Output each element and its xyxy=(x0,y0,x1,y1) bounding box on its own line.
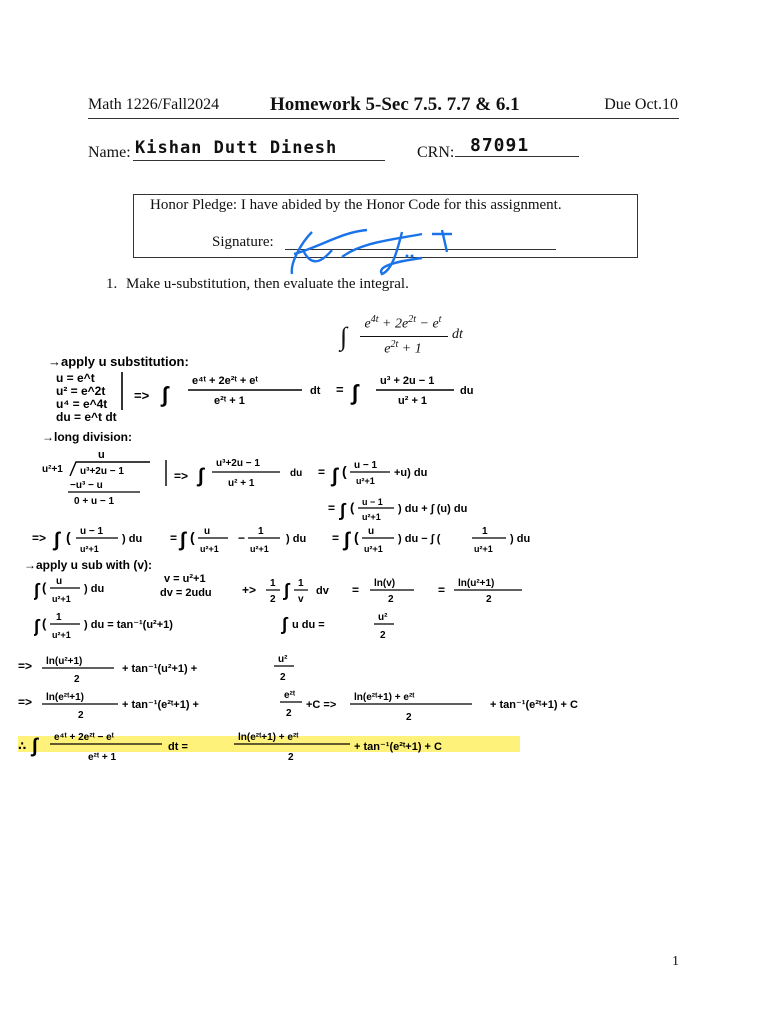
svg-text:(: ( xyxy=(342,463,347,479)
svg-text:u: u xyxy=(368,526,375,537)
svg-text:(: ( xyxy=(42,580,47,595)
svg-text:) du: ) du xyxy=(510,533,531,545)
name-label: Name: xyxy=(88,144,131,161)
question-text: Make u-substitution, then evaluate the integral. xyxy=(126,276,409,292)
combined-result-u xyxy=(18,648,338,688)
svg-text:dt: dt xyxy=(310,385,321,397)
v-substitution-work xyxy=(34,572,554,612)
svg-text:u − 1: u − 1 xyxy=(362,497,383,507)
svg-text:=: = xyxy=(352,583,360,597)
fraction-bar xyxy=(360,336,448,337)
name-value: Kishan Dutt Dinesh xyxy=(135,138,338,158)
svg-text:(: ( xyxy=(354,529,359,545)
svg-text:u³+2u − 1: u³+2u − 1 xyxy=(80,466,124,477)
svg-text:=>: => xyxy=(174,469,189,483)
svg-text:e⁴ᵗ + 2e²ᵗ − eᵗ: e⁴ᵗ + 2e²ᵗ − eᵗ xyxy=(54,732,114,743)
svg-text:2: 2 xyxy=(380,630,386,641)
svg-text:ln(u²+1): ln(u²+1) xyxy=(458,578,495,589)
course-label: Math 1226/Fall2024 xyxy=(88,96,220,113)
arctan-and-u-integral xyxy=(34,608,434,644)
crn-label: CRN: xyxy=(417,144,455,161)
svg-text:∫: ∫ xyxy=(180,529,186,551)
integral-sign: ∫ xyxy=(340,322,348,351)
svg-text:) du: ) du xyxy=(122,533,143,545)
svg-text:∫: ∫ xyxy=(282,614,287,634)
svg-text:−: − xyxy=(238,531,246,545)
svg-text:ln(u²+1): ln(u²+1) xyxy=(46,656,83,667)
svg-text:ln(v): ln(v) xyxy=(374,578,396,589)
svg-text:∫: ∫ xyxy=(198,465,204,487)
svg-text:) du: ) du xyxy=(84,583,105,595)
integral-dt: dt xyxy=(452,327,463,342)
svg-text:+u) du: +u) du xyxy=(394,467,428,479)
svg-text:∫: ∫ xyxy=(32,735,38,757)
svg-text:1: 1 xyxy=(258,526,264,537)
svg-text:∫: ∫ xyxy=(34,616,39,636)
svg-text:v = u²+1: v = u²+1 xyxy=(164,573,206,585)
svg-text:0 + u − 1: 0 + u − 1 xyxy=(74,496,115,507)
svg-text:u − 1: u − 1 xyxy=(80,526,104,537)
svg-text:−u³ − u: −u³ − u xyxy=(70,480,103,491)
svg-text:+>: +> xyxy=(242,583,257,597)
svg-text:) du = tan⁻¹(u²+1): ) du = tan⁻¹(u²+1) xyxy=(84,619,173,631)
svg-text:2: 2 xyxy=(288,752,294,763)
svg-text:dv = 2udu: dv = 2udu xyxy=(160,587,212,599)
svg-text:∫: ∫ xyxy=(284,580,289,600)
crn-underline xyxy=(455,156,579,157)
step1-heading: →apply u substitution: xyxy=(48,354,189,369)
svg-text:=>: => xyxy=(18,695,33,709)
svg-text:+ tan⁻¹(e²ᵗ+1) + C: + tan⁻¹(e²ᵗ+1) + C xyxy=(490,699,578,711)
svg-text:u³ + 2u − 1: u³ + 2u − 1 xyxy=(380,375,435,387)
svg-text:u²: u² xyxy=(378,612,388,623)
svg-text:dt =: dt = xyxy=(168,741,188,753)
svg-text:e²ᵗ: e²ᵗ xyxy=(284,690,296,701)
due-date: Due Oct.10 xyxy=(604,96,678,113)
svg-text:2: 2 xyxy=(78,710,84,721)
name-underline xyxy=(133,160,385,161)
svg-text:u du =: u du = xyxy=(292,619,325,631)
svg-text:(: ( xyxy=(42,616,47,631)
svg-text:∫: ∫ xyxy=(352,380,359,405)
svg-text:u²+1: u²+1 xyxy=(474,544,493,554)
integral-denominator: $e^{2t} + 1$ xyxy=(384,339,422,357)
svg-text:∫: ∫ xyxy=(54,529,60,551)
step2-heading: →long division: xyxy=(42,430,132,444)
svg-text:=: = xyxy=(336,382,344,397)
svg-text:u²+1: u²+1 xyxy=(250,544,269,554)
svg-text:u²+1: u²+1 xyxy=(80,544,99,554)
svg-text:u²+1: u²+1 xyxy=(356,476,375,486)
svg-text:du: du xyxy=(460,385,474,397)
page-number: 1 xyxy=(672,954,679,969)
svg-text:∫: ∫ xyxy=(344,529,350,551)
svg-text:(: ( xyxy=(190,529,195,545)
svg-text:u²+1: u²+1 xyxy=(52,594,71,604)
svg-text:1: 1 xyxy=(56,612,62,623)
svg-text:∴: ∴ xyxy=(18,739,27,753)
pledge-text: Honor Pledge: I have abided by the Honor Code for this assignment. xyxy=(150,197,562,213)
svg-text:2: 2 xyxy=(286,708,292,719)
svg-text:) du + ∫ (u) du: ) du + ∫ (u) du xyxy=(398,503,468,515)
svg-text:u³+2u − 1: u³+2u − 1 xyxy=(216,458,260,469)
svg-text:=: = xyxy=(332,531,340,545)
svg-text:2: 2 xyxy=(74,674,80,685)
svg-text:ln(e²ᵗ+1) + e²ᵗ: ln(e²ᵗ+1) + e²ᵗ xyxy=(354,692,415,703)
svg-text:1: 1 xyxy=(482,526,488,537)
integral-numerator: $e^{4t} + 2e^{2t} - e^t$ xyxy=(364,314,442,332)
svg-text:) du − ∫ (: ) du − ∫ ( xyxy=(398,533,441,545)
svg-text:u: u xyxy=(204,526,211,537)
header-rule xyxy=(88,118,679,119)
svg-text:u²+1: u²+1 xyxy=(362,512,381,522)
svg-text:u²+1: u²+1 xyxy=(42,464,63,475)
svg-text:=: = xyxy=(170,531,178,545)
svg-text:∫: ∫ xyxy=(34,580,39,600)
svg-text:=>: => xyxy=(18,659,33,673)
svg-text:1: 1 xyxy=(298,578,304,589)
svg-text:u − 1: u − 1 xyxy=(354,460,378,471)
svg-text:u²+1: u²+1 xyxy=(200,544,219,554)
svg-text:u² + 1: u² + 1 xyxy=(228,478,255,489)
svg-text:=: = xyxy=(438,583,446,597)
svg-text:2: 2 xyxy=(486,594,492,605)
svg-text:=>: => xyxy=(134,388,150,403)
svg-text:1: 1 xyxy=(270,578,276,589)
substitution-definitions: u = e^t u² = e^2t u⁴ = e^4t du = e^t dt xyxy=(56,371,117,424)
svg-text:=: = xyxy=(328,501,336,515)
svg-text:=>: => xyxy=(32,531,47,545)
svg-text:∫: ∫ xyxy=(162,382,169,407)
svg-text:u: u xyxy=(56,576,63,587)
svg-text:du: du xyxy=(290,468,303,479)
svg-text:∫: ∫ xyxy=(332,465,338,487)
svg-text:u²+1: u²+1 xyxy=(52,630,71,640)
svg-text:e²ᵗ + 1: e²ᵗ + 1 xyxy=(214,395,245,407)
svg-text:v: v xyxy=(298,594,304,605)
svg-text:u: u xyxy=(98,449,105,461)
svg-text:+ tan⁻¹(e²ᵗ+1) +: + tan⁻¹(e²ᵗ+1) + xyxy=(122,699,199,711)
svg-text:(: ( xyxy=(350,500,355,515)
svg-text:+C =>: +C => xyxy=(306,699,337,711)
svg-text:+ tan⁻¹(e²ᵗ+1) + C: + tan⁻¹(e²ᵗ+1) + C xyxy=(354,741,442,753)
svg-text:∫: ∫ xyxy=(340,500,345,520)
homework-title: Homework 5-Sec 7.5. 7.7 & 6.1 xyxy=(270,94,520,115)
svg-text:e²ᵗ + 1: e²ᵗ + 1 xyxy=(88,752,117,763)
svg-text:) du: ) du xyxy=(286,533,307,545)
svg-text:u²+1: u²+1 xyxy=(364,544,383,554)
svg-text:u² + 1: u² + 1 xyxy=(398,395,428,407)
svg-text:2: 2 xyxy=(280,672,286,683)
svg-text:u²: u² xyxy=(278,654,288,665)
step1-integral-work xyxy=(118,370,538,430)
svg-text:ln(e²ᵗ+1) + e²ᵗ: ln(e²ᵗ+1) + e²ᵗ xyxy=(238,732,299,743)
question-number: 1. xyxy=(106,276,118,292)
svg-text:=: = xyxy=(318,465,326,479)
svg-text:2: 2 xyxy=(270,594,276,605)
crn-value: 87091 xyxy=(470,135,530,156)
signature-label: Signature: xyxy=(212,234,274,250)
svg-text:e⁴ᵗ + 2e²ᵗ + eᵗ: e⁴ᵗ + 2e²ᵗ + eᵗ xyxy=(192,375,258,387)
final-answer xyxy=(18,722,538,768)
signature-image xyxy=(282,222,472,280)
svg-text:dv: dv xyxy=(316,585,329,597)
svg-text:2: 2 xyxy=(406,712,412,723)
svg-text:(: ( xyxy=(66,529,71,545)
svg-text:+ tan⁻¹(u²+1) +: + tan⁻¹(u²+1) + xyxy=(122,663,198,675)
svg-text:2: 2 xyxy=(388,594,394,605)
svg-text:ln(e²ᵗ+1): ln(e²ᵗ+1) xyxy=(46,692,85,703)
step3-heading: →apply u sub with (v): xyxy=(24,558,152,572)
partial-fraction-work xyxy=(32,520,572,560)
